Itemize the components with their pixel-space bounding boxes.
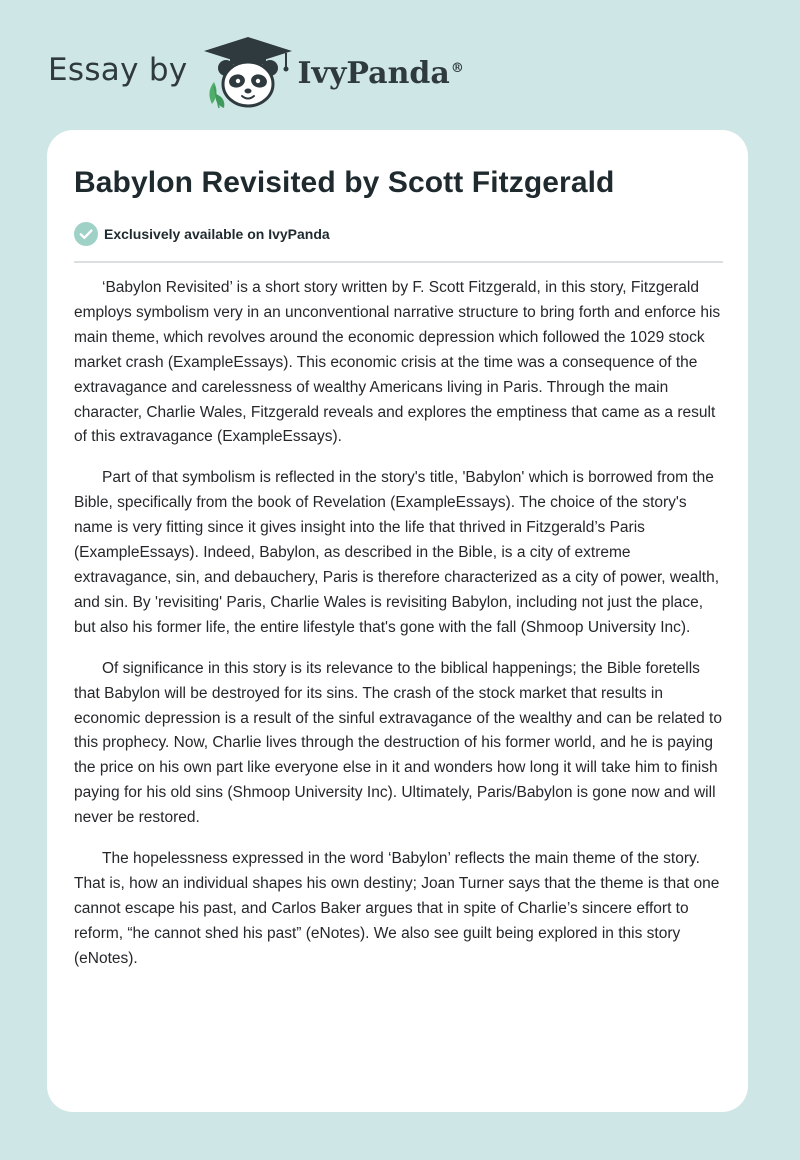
essay-by-label: Essay by xyxy=(48,52,188,88)
exclusive-label: Exclusively available on IvyPanda xyxy=(104,226,330,242)
essay-card xyxy=(47,130,748,1112)
check-circle-icon xyxy=(74,222,98,246)
essay-title: Babylon Revisited by Scott Fitzgerald xyxy=(74,166,615,199)
essay-body xyxy=(74,276,725,988)
paragraph: ‘Babylon Revisited’ is a short story written by F. Scott Fitzgerald, in this story, Fitzgerald employs symbolism very in an unconventional narrative structure to bring forth and enforce his main theme, which revolves around the economic depression which followed the 1029 stock market crash (ExampleEssays). This economic crisis at the time was a consequence of the extravagance and carelessness of wealthy Americans living in Paris. Through the main character, Charlie Wales, Fitzgerald reveals and explores the emptiness that came as a result of this extravagance (ExampleEssays). xyxy=(74,279,721,446)
title-divider xyxy=(74,261,723,263)
registered-mark: ® xyxy=(450,60,464,76)
paragraph: Part of that symbolism is reflected in the story's title, 'Babylon' which is borrowed from the Bible, specifically from the book of Revelation (ExampleEssays). The choice of the story's name is very fitting since it gives insight into the life that thrived in Fitzgerald’s Paris (ExampleEssays). Indeed, Babylon, as described in the Bible, is a city of extreme extravagance, sin, and debauchery, Paris is therefore characterized as a city of power, wealth, and sin. By 'revisiting' Paris, Charlie Wales is revisiting Babylon, including not just the place, but also his former life, the entire lifestyle that's gone with the fall (Shmoop University Inc). xyxy=(74,469,720,636)
panda-logo-icon xyxy=(202,34,294,110)
paragraph: Of significance in this story is its relevance to the biblical happenings; the Bible foretells that Babylon will be destroyed for its sins. The crash of the stock market that results in economic depression is a result of the sinful extravagance of the wealthy and can be related to this prophecy. Now, Charlie lives through the destruction of his former world, and he is paying the price on his own part like everyone else in it and wonders how long it will take him to finish paying for his old sins (Shmoop University Inc). Ultimately, Paris/Babylon is gone now and will never be restored. xyxy=(74,659,722,827)
paragraph: The hopelessness expressed in the word ‘Babylon’ reflects the main theme of the story. That is, how an individual shapes his own destiny; Joan Turner says that the theme is that one cannot escape his past, and Carlos Baker argues that in spite of Charlie’s sincere effort to reform, “he cannot shed his past” (eNotes). We also see guilt being explored in this story (eNotes). xyxy=(74,850,720,967)
exclusive-badge xyxy=(74,222,330,246)
brand-name: IvyPanda® xyxy=(297,55,464,91)
brand-header[interactable] xyxy=(48,34,464,110)
